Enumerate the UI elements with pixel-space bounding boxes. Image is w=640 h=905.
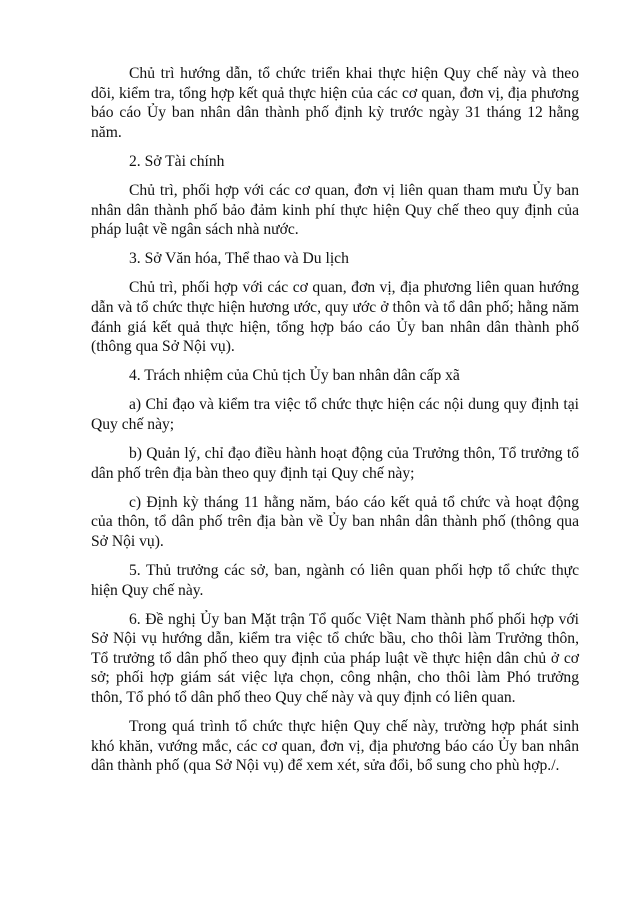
section-heading-chu-tich-cap-xa: 4. Trách nhiệm của Chủ tịch Ủy ban nhân dân cấp xã bbox=[129, 367, 460, 385]
closing-paragraph: Trong quá trình tổ chức thực hiện Quy chế này, trường hợp phát sinh khó khăn, vướng mắc, các cơ quan, đơn vị, địa phương báo cáo Ủy ban nhân dân thành phố (qua Sở Nội vụ) để xem xét, sửa đổi, bổ sung cho phù hợp./. bbox=[91, 718, 579, 775]
list-item-c: c) Định kỳ tháng 11 hằng năm, báo cáo kết quả tổ chức và hoạt động của thôn, tổ dân phố trên địa bàn về Ủy ban nhân dân thành phố (thông qua Sở Nội vụ). bbox=[91, 493, 579, 550]
list-item-a: a) Chỉ đạo và kiểm tra việc tổ chức thực hiện các nội dung quy định tại Quy chế này; bbox=[91, 396, 579, 433]
paragraph-van-hoa-duty: Chủ trì, phối hợp với các cơ quan, đơn vị, địa phương liên quan hướng dẫn và tổ chức thực hiện hương ước, quy ước ở thôn và tổ dân phố; hằng năm đánh giá kết quả thực hiện, tổng hợp báo cáo Ủy ban nhân dân thành phố (thông qua Sở Nội vụ). bbox=[91, 279, 579, 356]
list-item-b: b) Quản lý, chỉ đạo điều hành hoạt động của Trưởng thôn, Tổ trưởng tổ dân phố trên địa bàn theo quy định tại Quy chế này; bbox=[91, 445, 579, 482]
paragraph-noi-vu-duty: Chủ trì hướng dẫn, tổ chức triển khai thực hiện Quy chế này và theo dõi, kiểm tra, tổng hợp kết quả thực hiện của các cơ quan, đơn vị, địa phương báo cáo Ủy ban nhân dân thành phố định kỳ trước ngày 31 tháng 12 hằng năm. bbox=[91, 65, 579, 141]
section-heading-so-van-hoa: 3. Sở Văn hóa, Thể thao và Du lịch bbox=[129, 250, 349, 268]
paragraph-item-6: 6. Đề nghị Ủy ban Mặt trận Tổ quốc Việt Nam thành phố phối hợp với Sở Nội vụ hướng dẫn, kiểm tra việc tổ chức bầu, cho thôi làm Trưởng thôn, Tổ trưởng tổ dân phố theo quy định của pháp luật về thực hiện dân chủ ở cơ sở; phối hợp giám sát việc lựa chọn, công nhận, cho thôi làm Phó trưởng thôn, Tổ phó tổ dân phố theo Quy chế này và quy định có liên quan. bbox=[91, 610, 579, 707]
paragraph-tai-chinh-duty: Chủ trì, phối hợp với các cơ quan, đơn vị liên quan tham mưu Ủy ban nhân dân thành phố bảo đảm kinh phí thực hiện Quy chế theo quy định của pháp luật về ngân sách nhà nước. bbox=[91, 181, 579, 239]
paragraph-item-5: 5. Thủ trưởng các sở, ban, ngành có liên quan phối hợp tổ chức thực hiện Quy chế này. bbox=[91, 561, 579, 599]
section-heading-so-tai-chinh: 2. Sở Tài chính bbox=[129, 152, 225, 170]
document-page bbox=[91, 64, 579, 785]
